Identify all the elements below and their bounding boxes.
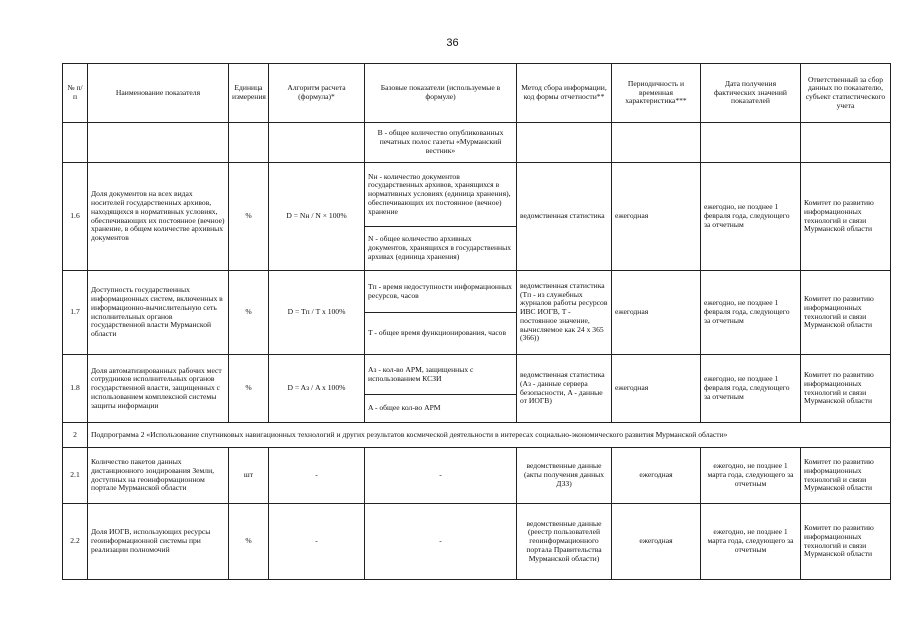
cell-responsible: Комитет по развитию информационных технологий и связи Мурманской области <box>801 271 891 355</box>
cell-base: A - общее кол-во АРМ <box>365 395 517 423</box>
section-row <box>63 423 891 448</box>
table-row <box>63 123 891 163</box>
cell-name: Доля ИОГВ, использующих ресурсы геоинформационной системы при реализации полномочий <box>88 504 229 580</box>
cell-num: 1.7 <box>63 271 88 355</box>
cell-responsible: Комитет по развитию информационных технологий и связи Мурманской области <box>801 448 891 504</box>
cell-unit: шт <box>229 448 269 504</box>
cell-num: 2.2 <box>63 504 88 580</box>
table-row <box>63 355 891 395</box>
cell-base: - <box>365 448 517 504</box>
cell-unit: % <box>229 355 269 423</box>
header-row <box>63 64 891 123</box>
header-date: Дата получения фактических значений показателей <box>701 64 801 123</box>
cell-unit: % <box>229 504 269 580</box>
cell-date: ежегодно, не позднее 1 февраля года, следующего за отчетным <box>701 271 801 355</box>
cell-algorithm: - <box>269 448 365 504</box>
cell-method: ведомственная статистика <box>517 163 612 271</box>
cell-name: Доступность государственных информационных систем, включенных в информационно-вычислительную сеть исполнительных органов государственной власти Мурманской области <box>88 271 229 355</box>
table-row <box>63 448 891 504</box>
header-period: Периодичность и временная характеристика*** <box>612 64 701 123</box>
header-unit: Единица измерения <box>229 64 269 123</box>
header-algorithm: Алгоритм расчета (формула)* <box>269 64 365 123</box>
header-method: Метод сбора информации, код формы отчетности** <box>517 64 612 123</box>
cell-base: Aз - кол-во АРМ, защищенных с использованием КСЗИ <box>365 355 517 395</box>
header-responsible: Ответственный за сбор данных по показателю, субъект статистического учета <box>801 64 891 123</box>
header-base: Базовые показатели (используемые в формуле) <box>365 64 517 123</box>
cell-date: ежегодно, не позднее 1 февраля года, следующего за отчетным <box>701 163 801 271</box>
cell-algorithm: D = Tп / T x 100% <box>269 271 365 355</box>
cell-num: 1.8 <box>63 355 88 423</box>
cell-name: Доля автоматизированных рабочих мест сотрудников исполнительных органов государственной власти, защищенных с использованием комплексной системы защиты информации <box>88 355 229 423</box>
cell-base: T - общее время функционирования, часов <box>365 313 517 355</box>
cell-period: ежегодная <box>612 355 701 423</box>
cell-responsible: Комитет по развитию информационных технологий и связи Мурманской области <box>801 163 891 271</box>
cell-algorithm: D = Aз / A x 100% <box>269 355 365 423</box>
cell-name: Доля документов на всех видах носителей государственных архивов, находящихся в нормативных условиях, обеспечивающих их постоянное (вечное) хранение, в общем количестве архивных документов <box>88 163 229 271</box>
section-title: Подпрограмма 2 «Использование спутниковых навигационных технологий и других результатов космической деятельности в интересах социально-экономического развития Мурманской области» <box>88 423 891 448</box>
cell-responsible: Комитет по развитию информационных технологий и связи Мурманской области <box>801 355 891 423</box>
cell-num: 1.6 <box>63 163 88 271</box>
table-row <box>63 271 891 313</box>
header-name: Наименование показателя <box>88 64 229 123</box>
cell-algorithm: D = Nн / N × 100% <box>269 163 365 271</box>
cell-period: ежегодная <box>612 163 701 271</box>
cell-base: N - общее количество архивных документов, хранящихся в государственных архивах (единица хранения) <box>365 227 517 271</box>
cell-unit: % <box>229 163 269 271</box>
cell-method: ведомственная статистика (Tп - из служебных журналов работы ресурсов ИВС ИОГВ, T - постоянное значение, вычисляемое как 24 х 365 (366)) <box>517 271 612 355</box>
cell-period: ежегодная <box>612 271 701 355</box>
cell-responsible: Комитет по развитию информационных технологий и связи Мурманской области <box>801 504 891 580</box>
cell-date: ежегодно, не позднее 1 марта года, следующего за отчетным <box>701 504 801 580</box>
cell-algorithm: - <box>269 504 365 580</box>
cell-method: ведомственные данные (реестр пользователей геоинформационного портала Правительства Мурманской области) <box>517 504 612 580</box>
cell-method: ведомственная статистика (Aз - данные сервера безопасности, A - данные от ИОГВ) <box>517 355 612 423</box>
cell-date: ежегодно, не позднее 1 февраля года, следующего за отчетным <box>701 355 801 423</box>
cell-base: - <box>365 504 517 580</box>
cell-base: Tп - время недоступности информационных ресурсов, часов <box>365 271 517 313</box>
cell-name: Количество пакетов данных дистанционного зондирования Земли, доступных на геоинформационном портале Мурманской области <box>88 448 229 504</box>
table-row <box>63 163 891 227</box>
cell-period: ежегодная <box>612 448 701 504</box>
cell-base: Nн - количество документов государственных архивов, хранящихся в нормативных условиях (единица хранения), обеспечивающих их постоянное (вечное) хранение <box>365 163 517 227</box>
cell-base: В - общее количество опубликованных печатных полос газеты «Мурманский вестник» <box>365 123 517 163</box>
indicators-table <box>62 63 891 580</box>
cell-num: 2.1 <box>63 448 88 504</box>
cell-period: ежегодная <box>612 504 701 580</box>
page-number: 36 <box>446 37 459 49</box>
cell-unit: % <box>229 271 269 355</box>
cell-method: ведомственные данные (акты получения данных ДЗЗ) <box>517 448 612 504</box>
cell-num: 2 <box>63 423 88 448</box>
table-row <box>63 504 891 580</box>
cell-date: ежегодно, не позднее 1 марта года, следующего за отчетным <box>701 448 801 504</box>
header-num: № п/п <box>63 64 88 123</box>
